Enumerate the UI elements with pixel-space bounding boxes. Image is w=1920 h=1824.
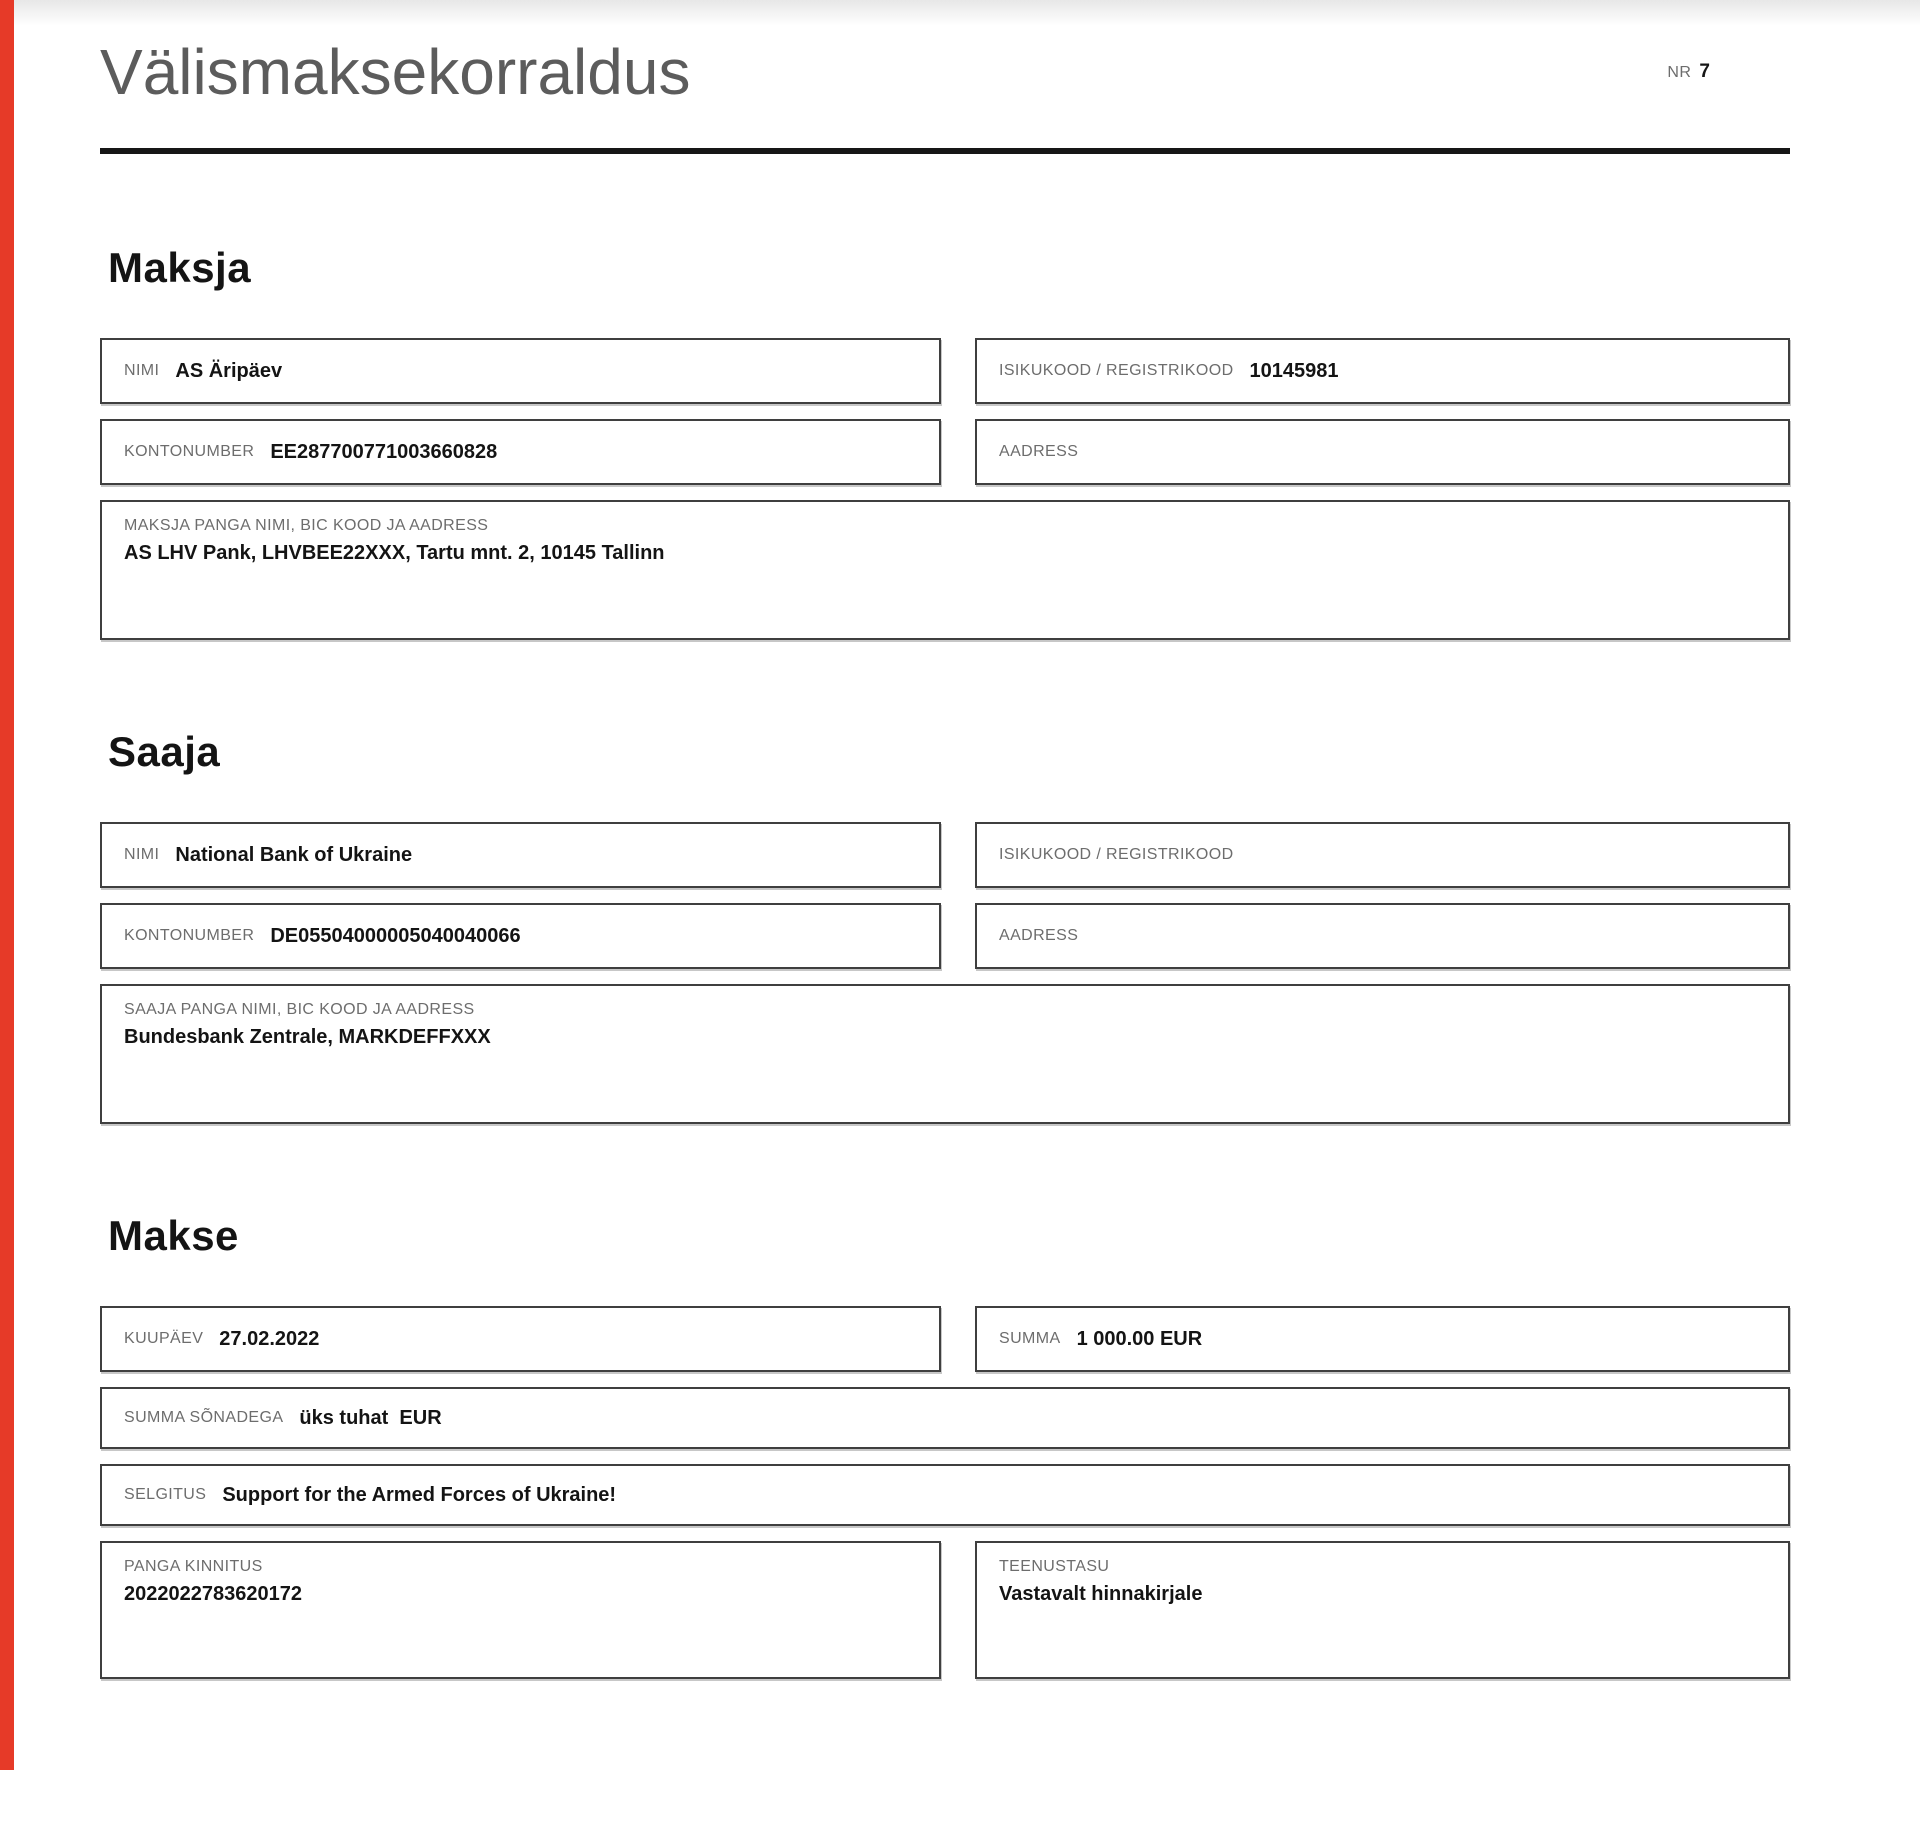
maksja-pank-field: [100, 500, 1790, 640]
makse-selgitus-value: Support for the Armed Forces of Ukraine!: [222, 1483, 617, 1506]
maksja-nimi-value: AS Äripäev: [175, 359, 283, 382]
makse-teenustasu-label: TEENUSTASU: [999, 1558, 1110, 1575]
makse-teenustasu-field: [975, 1541, 1790, 1679]
saaja-aadress-field: [975, 903, 1790, 969]
makse-selgitus-field: [100, 1464, 1790, 1526]
header-divider: [100, 148, 1790, 154]
makse-field-grid: [100, 1306, 1790, 1372]
saaja-aadress-label: AADRESS: [999, 927, 1079, 944]
makse-bottom-grid: [100, 1541, 1790, 1679]
section-heading-makse: Makse: [108, 1212, 239, 1259]
makse-selgitus-label: SELGITUS: [124, 1486, 207, 1503]
makse-panga-kinnitus-field: [100, 1541, 941, 1679]
document-content: [100, 0, 1790, 1679]
section-maksja: [100, 244, 1790, 640]
left-red-accent-bar: [0, 0, 14, 1770]
saaja-isikukood-label: ISIKUKOOD / REGISTRIKOOD: [999, 846, 1234, 863]
makse-summa-value: 1 000.00 EUR: [1076, 1327, 1203, 1350]
maksja-nimi-field: [100, 338, 941, 404]
makse-summa-sonadega-value: üks tuhat EUR: [299, 1406, 442, 1429]
page-title: Välismaksekorraldus: [100, 36, 691, 108]
document-number: [1667, 61, 1790, 83]
section-heading-maksja: Maksja: [108, 244, 252, 291]
saaja-pank-field: [100, 984, 1790, 1124]
maksja-isikukood-value: 10145981: [1249, 359, 1339, 382]
makse-summa-sonadega-field: [100, 1387, 1790, 1449]
makse-summa-label: SUMMA: [999, 1330, 1061, 1347]
makse-summa-sonadega-label: SUMMA SÕNADEGA: [124, 1409, 284, 1426]
section-makse: [100, 1212, 1790, 1679]
maksja-nimi-label: NIMI: [124, 362, 160, 379]
document-number-label: NR: [1667, 64, 1692, 81]
maksja-pank-value: AS LHV Pank, LHVBEE22XXX, Tartu mnt. 2, 10145 Tallinn: [124, 542, 665, 564]
section-heading-saaja: Saaja: [108, 728, 221, 775]
saaja-kontonumber-label: KONTONUMBER: [124, 927, 255, 944]
makse-kuupaev-field: [100, 1306, 941, 1372]
saaja-isikukood-field: [975, 822, 1790, 888]
saaja-nimi-label: NIMI: [124, 846, 160, 863]
saaja-kontonumber-field: [100, 903, 941, 969]
maksja-aadress-field: [975, 419, 1790, 485]
section-saaja: [100, 728, 1790, 1124]
maksja-isikukood-label: ISIKUKOOD / REGISTRIKOOD: [999, 362, 1234, 379]
maksja-aadress-label: AADRESS: [999, 443, 1079, 460]
makse-teenustasu-value: Vastavalt hinnakirjale: [999, 1583, 1203, 1605]
saaja-pank-label: SAAJA PANGA NIMI, BIC KOOD JA AADRESS: [124, 1001, 475, 1018]
saaja-nimi-field: [100, 822, 941, 888]
makse-kuupaev-label: KUUPÄEV: [124, 1330, 204, 1347]
makse-panga-kinnitus-label: PANGA KINNITUS: [124, 1558, 263, 1575]
saaja-field-grid: [100, 822, 1790, 969]
makse-panga-kinnitus-value: 2022022783620172: [124, 1583, 302, 1605]
maksja-pank-label: MAKSJA PANGA NIMI, BIC KOOD JA AADRESS: [124, 517, 489, 534]
maksja-kontonumber-label: KONTONUMBER: [124, 443, 255, 460]
makse-summa-field: [975, 1306, 1790, 1372]
saaja-pank-value: Bundesbank Zentrale, MARKDEFFXXX: [124, 1026, 491, 1048]
saaja-nimi-value: National Bank of Ukraine: [175, 843, 413, 866]
maksja-kontonumber-value: EE287700771003660828: [270, 440, 498, 463]
document-number-value: 7: [1699, 61, 1710, 82]
document-header: [100, 26, 1790, 118]
makse-kuupaev-value: 27.02.2022: [219, 1327, 320, 1350]
maksja-field-grid: [100, 338, 1790, 485]
saaja-kontonumber-value: DE05504000005040040066: [270, 924, 521, 947]
maksja-kontonumber-field: [100, 419, 941, 485]
maksja-isikukood-field: [975, 338, 1790, 404]
